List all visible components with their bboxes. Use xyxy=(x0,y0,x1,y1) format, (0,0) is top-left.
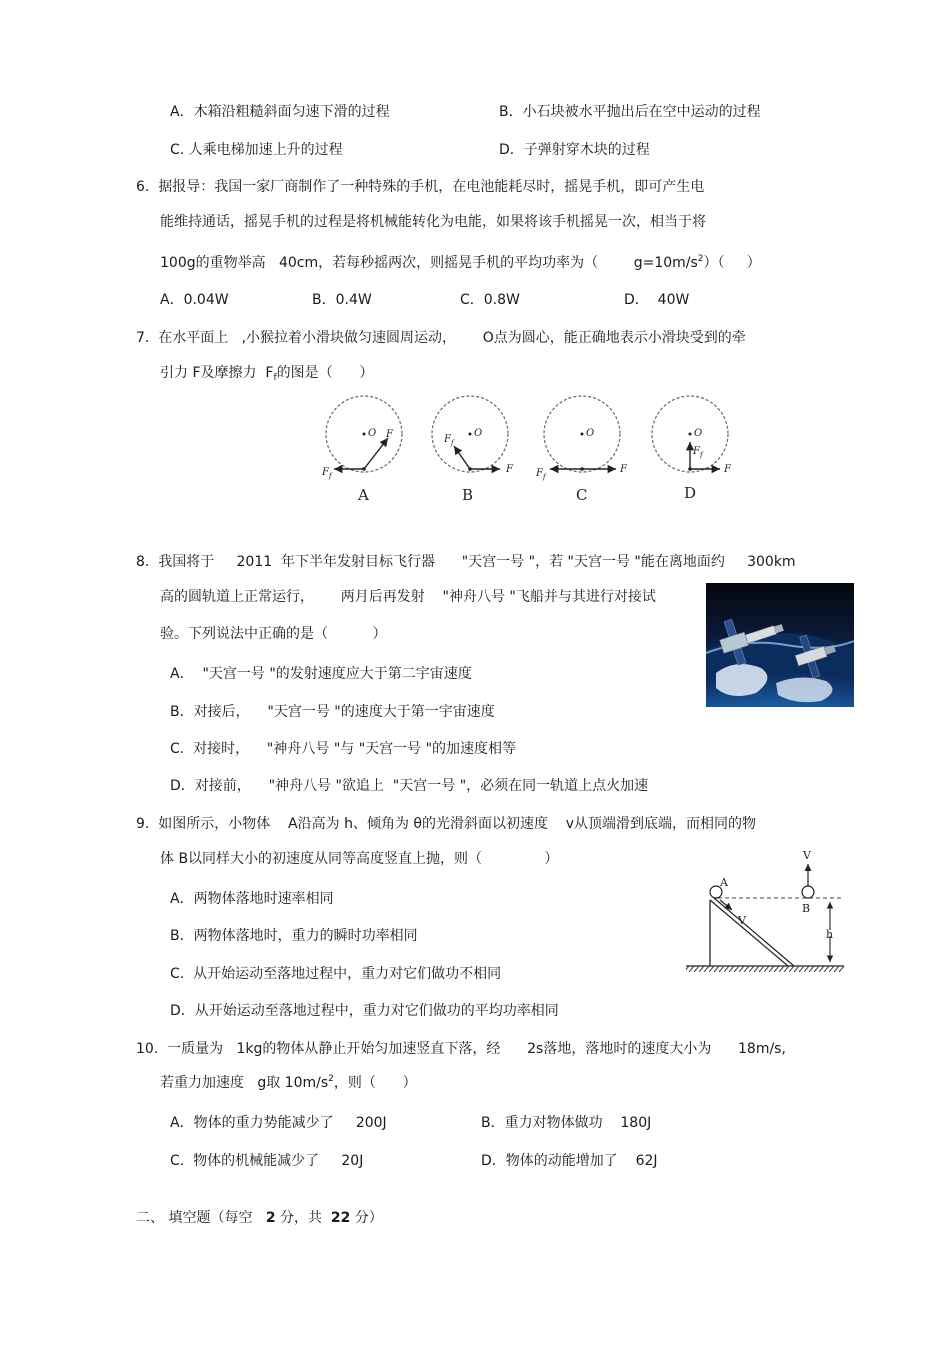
diagram-a xyxy=(321,396,402,504)
ball-b-label: B xyxy=(802,902,811,915)
diagram-c-label: C xyxy=(576,486,588,504)
ball-a-label: A xyxy=(720,876,728,889)
diagram-c-force-label: F xyxy=(620,464,627,475)
q9-option-a: A．两物体落地时速率相同 xyxy=(170,891,334,907)
diagram-d-label: D xyxy=(684,484,697,502)
q5-option-b: B．小石块被水平抛出后在空中运动的过程 xyxy=(499,104,761,120)
q9-line2: 体 B以同样大小的初速度从同等高度竖直上抛，则（ ） xyxy=(160,851,559,867)
q9-option-b: B．两物体落地时，重力的瞬时功率相同 xyxy=(170,928,418,944)
q6-line2: 能维持通话，摇晃手机的过程是将机械能转化为电能，如果将该手机摇晃一次，相当于将 xyxy=(160,214,706,230)
q5-option-d: D．子弹射穿木块的过程 xyxy=(499,142,650,158)
q8-option-b: B．对接后， "天宫一号 "的速度大于第一宇宙速度 xyxy=(170,704,495,720)
diagram-a-label: A xyxy=(358,486,369,504)
diagram-c-friction-label: F xyxy=(536,468,543,479)
diagram-d-force-label: F xyxy=(724,464,731,475)
q8-option-c: C. 对接时， "神舟八号 "与 "天宫一号 "的加速度相等 xyxy=(170,741,517,757)
diagram-a-center-label: O xyxy=(368,428,377,439)
svg-text:Ff: $F_f$ xyxy=(536,468,546,481)
q8-option-d: D．对接前， "神舟八号 "欲追上 "天宫一号 "，必须在同一轨道上点火加速 xyxy=(170,778,649,794)
spacecraft-docking-image xyxy=(706,583,854,707)
q9-option-c: C. 从开始运动至落地过程中，重力对它们做功不相同 xyxy=(170,966,502,982)
height-label: h xyxy=(826,928,834,941)
svg-text:Ff: $F_f$ xyxy=(322,467,332,480)
svg-text:Ff: $F_f$ xyxy=(693,446,703,459)
diagram-a-force-label: F xyxy=(386,429,393,440)
q10-option-d: D．物体的动能增加了 62J xyxy=(481,1153,658,1169)
incline-velocity-label: V xyxy=(738,914,746,927)
q6-option-c: C．0.8W xyxy=(460,292,520,308)
diagram-b-friction-label: F xyxy=(444,434,451,445)
q10-option-b: B．重力对物体做功 180J xyxy=(481,1115,652,1131)
diagram-d-friction-label: F xyxy=(693,446,700,457)
diagram-b-force-label: F xyxy=(506,464,513,475)
q10-option-c: C. 物体的机械能减少了 20J xyxy=(170,1153,364,1169)
diagram-b-label: B xyxy=(462,486,474,504)
q6-line1: 6. 据报导：我国一家厂商制作了一种特殊的手机，在电池能耗尽时，摇晃手机，即可产生电 xyxy=(136,179,705,195)
incline-diagram xyxy=(684,840,846,976)
diagram-c-center-label: O xyxy=(586,428,595,439)
q5-option-a: A．木箱沿粗糙斜面匀速下滑的过程 xyxy=(170,104,390,120)
q7-line1: 7. 在水平面上 ,小猴拉着小滑块做匀速圆周运动， O点为圆心，能正确地表示小滑块受到的牵 xyxy=(136,330,746,346)
svg-text:Ff: $F_f$ xyxy=(444,434,454,447)
q7-force-diagrams xyxy=(310,392,740,512)
q6-option-d: D． 40W xyxy=(624,292,690,308)
q8-line1: 8. 我国将于 2011 年下半年发射目标飞行器 "天宫一号 "，若 "天宫一号 "能在离地面约 300km xyxy=(136,554,796,570)
q8-option-a: A． "天宫一号 "的发射速度应大于第二宇宙速度 xyxy=(170,666,472,682)
diagram-d-center-label: O xyxy=(694,428,703,439)
diagram-b xyxy=(432,396,514,504)
q8-line3: 验。下列说法中正确的是（ ） xyxy=(160,626,387,642)
q6-option-a: A．0.04W xyxy=(160,292,229,308)
q5-option-c: C. 人乘电梯加速上升的过程 xyxy=(170,142,343,158)
diagram-d xyxy=(652,396,732,502)
diagram-a-friction-label: F xyxy=(322,467,329,478)
q10-line2: 若重力加速度 g取 $10m/s^2$，则（ ） xyxy=(160,1074,417,1091)
q9-option-d: D．从开始运动至落地过程中，重力对它们做功的平均功率相同 xyxy=(170,1003,559,1019)
q6-line3: 100g的重物举高 40cm，若每秒摇两次，则摇晃手机的平均功率为（ $g=10m/s^2$）（ ） xyxy=(160,254,761,271)
q8-line2: 高的圆轨道上正常运行， 两月后再发射 "神舟八号 "飞船并与其进行对接试 xyxy=(160,589,656,605)
diagram-c xyxy=(535,396,628,504)
q7-line2: 引力 F及摩擦力 $F_f$的图是（ ） xyxy=(160,365,374,383)
q10-option-a: A．物体的重力势能减少了 200J xyxy=(170,1115,387,1131)
q9-line1: 9. 如图所示，小物体 A沿高为 h、倾角为 θ的光滑斜面以初速度 v从顶端滑到底端，而相同的物 xyxy=(136,816,757,832)
vertical-velocity-label: V xyxy=(803,849,811,862)
section-2-heading: 二、 填空题（每空 2 分，共 22 分） xyxy=(136,1210,383,1226)
q10-line1: 10. 一质量为 1kg的物体从静止开始匀加速竖直下落，经 2s落地，落地时的速度大小为 18m/s, xyxy=(136,1041,786,1057)
diagram-b-center-label: O xyxy=(474,428,483,439)
q6-option-b: B．0.4W xyxy=(312,292,372,308)
